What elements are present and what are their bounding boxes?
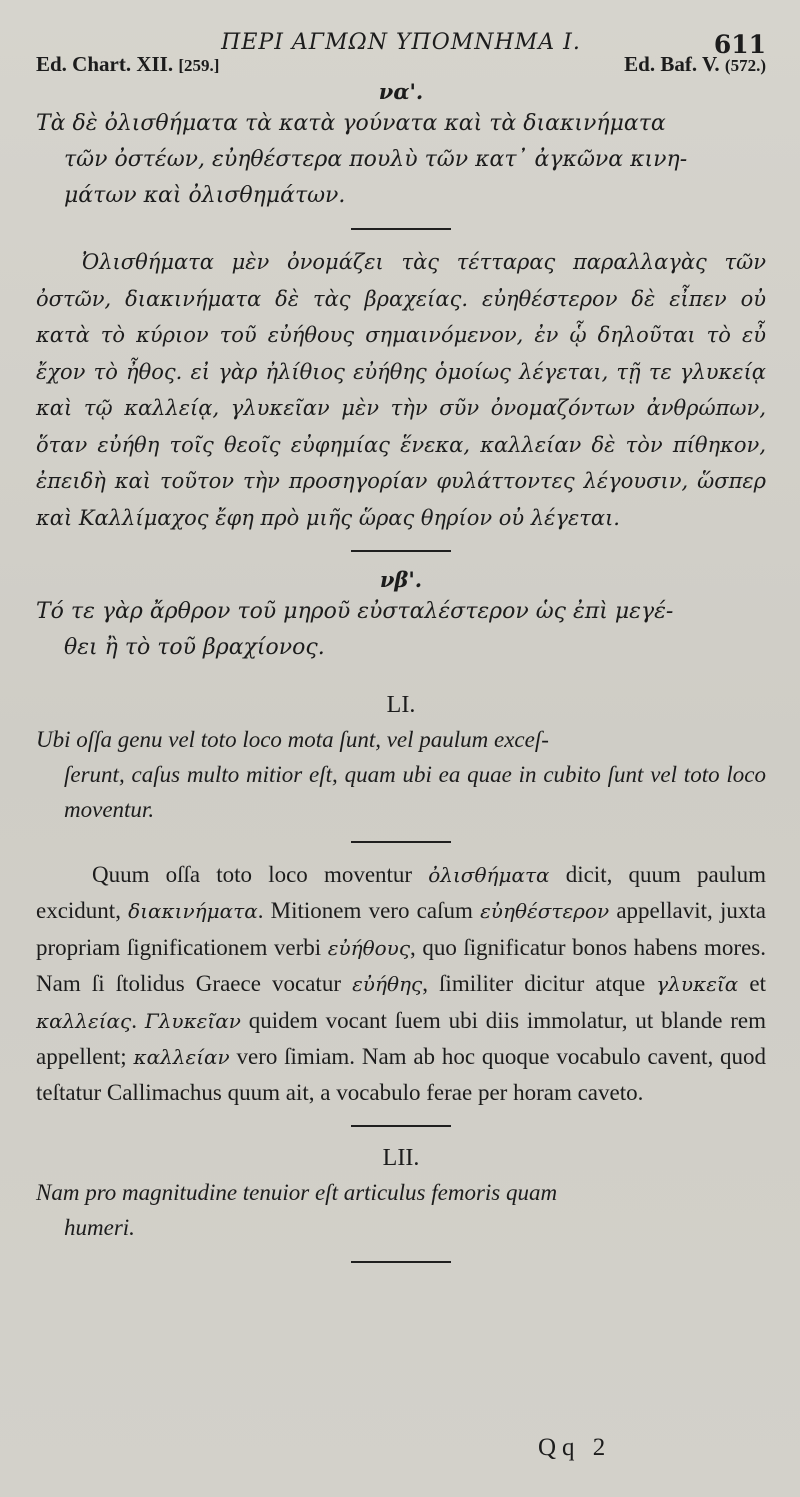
greek-term: Γλυκεῖαν bbox=[144, 1008, 241, 1033]
latin-lemma-first-line: Ubi oſſa genu vel toto loco mota ſunt, vel paulum exceſ- bbox=[36, 727, 549, 752]
greek-commentary: Ὀλισθήματα μὲν ὀνομάζει τὰς τέτταρας παραλλαγὰς τῶν ὀστῶν, διακινήματα δὲ τὰς βραχείας. εὐηθέστερον δὲ εἶπεν οὐ κατὰ τὸ κύριον τοῦ εὐήθους σημαινόμενον, ἐν ᾧ δηλοῦται τὸ εὖ ἔχον τὸ ἦθος. εἰ γὰρ ἠλίθιος εὐήθης ὁμοίως λέγεται, τῇ τε γλυκείᾳ καὶ τῷ καλλείᾳ, γλυκεῖαν μὲν τὴν σῦν ὀνομαζόντων ἀνθρώπων, ὅταν εὐήθη τοῖς θεοῖς εὐφημίας ἕνεκα, καλλείαν δὲ τὸν πίθηκον, ἐπειδὴ καὶ τοῦτον τὴν προσηγορίαν φυλάττοντες λέγουσιν, ὥσπερ καὶ Καλλίμαχος ἔφη πρὸ μιῆς ὥρας θηρίον οὐ λέγεται. bbox=[36, 250, 766, 530]
greek-lemma-line: Τό τε γὰρ ἄρθρον τοῦ μηροῦ εὐσταλέστερον ὡς ἐπὶ μεγέ- bbox=[36, 599, 674, 624]
greek-section-number: νβ'. bbox=[379, 567, 423, 592]
greek-lemma-line: θει ἢ τὸ τοῦ βραχίονος. bbox=[64, 635, 325, 660]
greek-term: ὀλισθήματα bbox=[428, 863, 550, 887]
greek-lemma-line: μάτων καὶ ὀλισθημάτων. bbox=[64, 183, 346, 208]
running-title: ΠΕΡΙ ΑΓΜΩΝ ΥΠΟΜΝΗΜΑ Ι. bbox=[221, 30, 581, 55]
edition-basel bbox=[624, 52, 766, 77]
latin-commentary bbox=[36, 857, 766, 1111]
latin-text: appellavit, juxta propriam ſignificationem verbi bbox=[36, 898, 766, 960]
latin-lemma bbox=[36, 722, 766, 827]
latin-lemma-continuation: humeri. bbox=[64, 1214, 135, 1240]
latin-lemma-first-line: Nam pro magnitudine tenuior eſt articulus femoris quam bbox=[36, 1179, 558, 1205]
greek-lemma bbox=[36, 106, 766, 214]
greek-lemma-line: τῶν ὀστέων, εὐηθέστερα πουλὺ τῶν κατ᾽ ἀγκῶνα κινη- bbox=[64, 147, 688, 172]
latin-text: vero ſimiam. Nam ab hoc quoque vocabulo cavent, quod teſtatur Callimachus quum ait, a vocabulo ferae per horam caveto. bbox=[36, 1044, 767, 1106]
divider-rule bbox=[351, 228, 451, 230]
signature-mark: Qq 2 bbox=[538, 1434, 612, 1461]
greek-term: διακινήματα bbox=[128, 899, 258, 924]
latin-text: et bbox=[738, 971, 766, 997]
edition-chartier-ref: Ed. Chart. XII. bbox=[36, 52, 174, 76]
edition-line bbox=[36, 48, 766, 78]
greek-term: εὐήθης bbox=[352, 972, 423, 997]
latin-section-number: LII. bbox=[382, 1144, 420, 1171]
greek-term: εὐηθέστερον bbox=[480, 899, 610, 924]
latin-section-number: LI. bbox=[386, 692, 416, 718]
edition-chartier bbox=[36, 52, 219, 77]
divider-rule bbox=[351, 1125, 451, 1127]
greek-term: καλλείας bbox=[36, 1008, 132, 1033]
divider-rule bbox=[351, 1261, 451, 1263]
divider-rule bbox=[351, 841, 451, 843]
latin-text: , quo ſignificatur bonos habens mores. Nam ſi ſtolidus Graece vocatur bbox=[36, 934, 766, 997]
greek-section-number: να'. bbox=[378, 79, 424, 104]
latin-text: quidem vocant ſuem ubi diis immolatur, ut blande rem appellent; bbox=[36, 1007, 766, 1070]
latin-text: . Mitionem vero caſum bbox=[257, 898, 481, 924]
greek-term: καλλείαν bbox=[133, 1045, 230, 1070]
greek-term: γλυκεῖα bbox=[656, 972, 739, 997]
divider-rule bbox=[351, 550, 451, 552]
edition-chartier-page: [259.] bbox=[178, 56, 220, 75]
page-number: 611 bbox=[713, 30, 766, 59]
running-head bbox=[36, 0, 766, 59]
greek-lemma bbox=[36, 594, 766, 666]
latin-text: dicit, quum paulum excidunt, bbox=[36, 862, 767, 924]
edition-basel-page: (572.) bbox=[724, 56, 766, 75]
latin-text: , ſimiliter dicitur atque bbox=[422, 971, 657, 997]
latin-lemma bbox=[36, 1175, 766, 1245]
greek-term: εὐήθους bbox=[327, 935, 411, 960]
latin-text: Quum oſſa toto loco moventur bbox=[92, 862, 429, 887]
latin-lemma-continuation: ſerunt, caſus multo mitior eſt, quam ubi ea quae in cubito ſunt vel toto loco moventur. bbox=[64, 762, 766, 822]
latin-text: . bbox=[131, 1007, 145, 1033]
edition-basel-ref: Ed. Baf. V. bbox=[624, 52, 720, 76]
greek-lemma-line: Τὰ δὲ ὀλισθήματα τὰ κατὰ γούνατα καὶ τὰ διακινήματα bbox=[36, 111, 666, 136]
